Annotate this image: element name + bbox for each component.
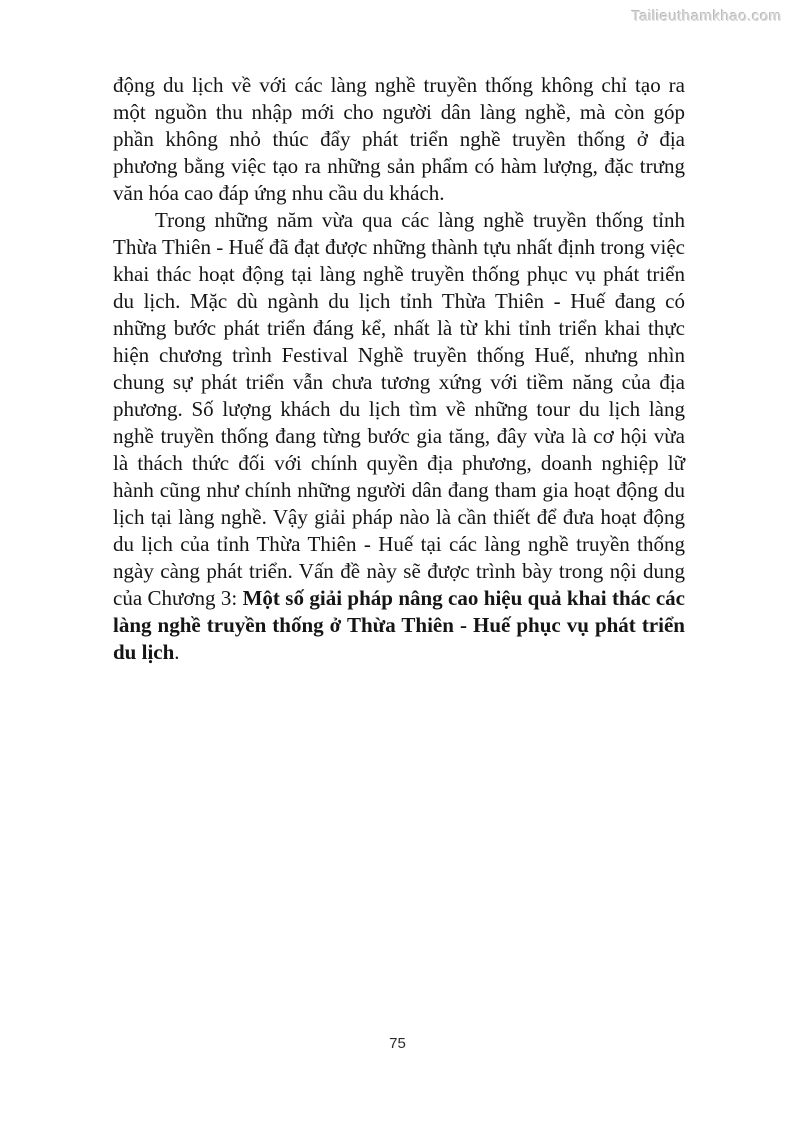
paragraph-main-text: Trong những năm vừa qua các làng nghề truyền thống tỉnh Thừa Thiên - Huế đã đạt được những thành tựu nhất định trong việc khai thác hoạt động tại làng nghề truyền thống phục vụ phát triển du lịch. Mặc dù ngành du lịch tỉnh Thừa Thiên - Huế đang có những bước phát triển đáng kể, nhất là từ khi tỉnh triển khai thực hiện chương trình Festival Nghề truyền thống Huế, nhưng nhìn chung sự phát triển vẫn chưa tương xứng với tiềm năng của địa phương. Số lượng khách du lịch tìm về những tour du lịch làng nghề truyền thống đang từng bước gia tăng, đây vừa là cơ hội vừa là thách thức đối với chính quyền địa phương, doanh nghiệp lữ hành cũng như chính những người dân đang tham gia hoạt động du lịch tại làng nghề. Vậy giải pháp nào là cần thiết để đưa hoạt động du lịch của tỉnh Thừa Thiên - Huế tại các làng nghề truyền thống ngày càng phát triển. Vấn đề này sẽ được trình bày trong nội dung của Chương 3: bbox=[113, 208, 685, 610]
paragraph-continued: động du lịch về với các làng nghề truyền thống không chỉ tạo ra một nguồn thu nhập mới cho người dân làng nghề, mà còn góp phần không nhỏ thúc đẩy phát triển nghề truyền thống ở địa phương bằng việc tạo ra những sản phẩm có hàm lượng, đặc trưng văn hóa cao đáp ứng nhu cầu du khách. bbox=[113, 73, 685, 205]
sentence-period: . bbox=[174, 640, 180, 664]
chapter-reference-bold: Một số giải pháp nâng cao hiệu quả khai thác các làng nghề truyền thống ở Thừa Thiên - Huế phục vụ phát triển du lịch bbox=[113, 586, 685, 664]
page-number: 75 bbox=[389, 1035, 406, 1052]
paragraph-main bbox=[113, 207, 685, 666]
document-body bbox=[113, 72, 685, 666]
watermark-text: Tailieuthamkhao.com bbox=[631, 8, 782, 25]
